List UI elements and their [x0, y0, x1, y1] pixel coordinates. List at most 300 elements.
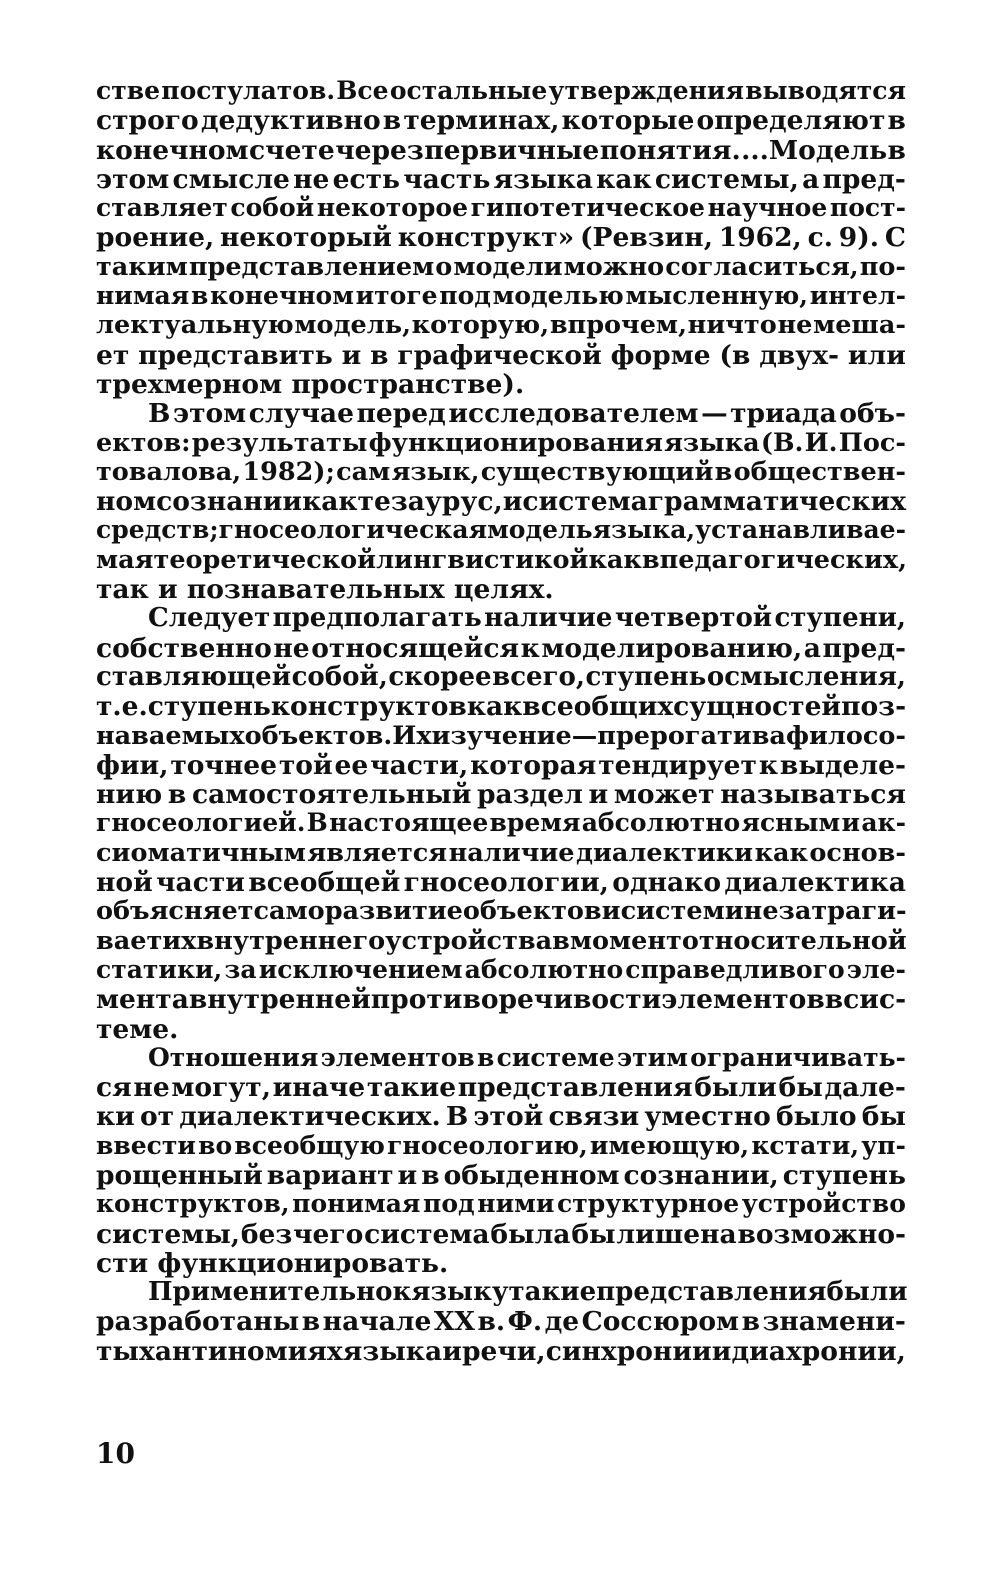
word: в: [641, 544, 660, 575]
text-line-content: [96, 135, 906, 166]
text-line: [96, 926, 906, 955]
word: и: [711, 1335, 732, 1367]
text-line-content: [96, 1101, 906, 1132]
page-number: 10: [96, 1437, 135, 1470]
word: конструктов,: [96, 1189, 290, 1219]
word: ясным: [741, 808, 841, 838]
word: в: [887, 105, 906, 137]
text-line-content: [96, 867, 906, 898]
word: рощенный: [96, 1159, 263, 1191]
word: Соссюром: [581, 1306, 740, 1338]
text-line-content: [96, 691, 906, 722]
word: устанавливае-: [695, 515, 906, 545]
text-line-content: [96, 1219, 906, 1250]
word: пред-: [822, 163, 906, 195]
word: 1982);: [242, 456, 335, 487]
word: противоречивости: [370, 984, 662, 1016]
word: мысленную,: [625, 281, 809, 311]
word: обыденном: [443, 1159, 620, 1191]
word: роение,: [96, 222, 215, 254]
word: исключением: [258, 954, 463, 984]
word: понимая: [292, 1189, 421, 1219]
word: бы: [571, 1218, 616, 1250]
word: связи: [548, 1101, 640, 1133]
word: Пос-: [838, 427, 906, 458]
word: была: [490, 1218, 571, 1250]
word: дале-: [824, 1072, 906, 1104]
word: чего: [293, 1218, 364, 1250]
word: (Ревзин,: [580, 222, 713, 254]
word: в: [301, 1306, 321, 1338]
word: а: [802, 163, 820, 195]
word: скорее: [388, 661, 492, 692]
word: В: [445, 1101, 469, 1133]
word: как: [302, 486, 358, 518]
word: ее: [334, 749, 369, 781]
word: антиномиях: [154, 1335, 343, 1367]
word: к: [758, 749, 779, 781]
text-line-content: так и познавательных целях.: [96, 574, 554, 606]
word: под: [439, 281, 491, 311]
word: предполагать: [272, 603, 482, 634]
text-line: [96, 428, 906, 457]
word: относительной: [681, 925, 907, 956]
word: выделе-: [779, 749, 906, 781]
word: уместно: [644, 1101, 771, 1133]
text-line-content: сти функционировать.: [96, 1247, 449, 1279]
word: строго: [96, 105, 199, 137]
word: двух-: [759, 339, 840, 371]
text-line: [96, 662, 906, 691]
text-line: [96, 1131, 906, 1160]
text-line-content: [96, 721, 906, 751]
word: 1962,: [718, 222, 802, 254]
word: ном: [96, 486, 157, 518]
body-text: [96, 76, 906, 1365]
text-line: [96, 310, 906, 339]
word: тезаурус,: [357, 486, 503, 518]
word: языка,: [592, 515, 696, 545]
word: прерогатива: [597, 720, 786, 751]
word: и: [724, 896, 744, 927]
word: утверждения: [548, 76, 744, 105]
word: их: [162, 925, 197, 956]
word: изучение: [431, 720, 572, 751]
word: первичные: [424, 134, 600, 166]
word: педагогических,: [659, 544, 907, 575]
text-line-content: [96, 193, 906, 222]
word: является: [307, 837, 448, 868]
text-line-content: [96, 808, 906, 837]
text-line: [96, 1219, 906, 1248]
word: лектуальную: [96, 310, 294, 341]
text-line: [96, 633, 906, 662]
text-line-content: [96, 1160, 906, 1191]
text-line: [96, 1306, 906, 1338]
word: осмысления,: [706, 661, 906, 692]
word: время: [489, 808, 581, 838]
word: языка: [493, 163, 593, 195]
word: и: [588, 779, 609, 811]
word: функционирования: [368, 427, 663, 458]
word: в.: [477, 1306, 506, 1338]
text-line-content: [96, 222, 906, 253]
word: этом: [96, 163, 170, 195]
word: диалектических.: [179, 1101, 441, 1133]
word: ввести: [96, 1130, 196, 1160]
word: выводятся: [745, 76, 906, 105]
word: сиоматичным: [96, 837, 306, 868]
text-line-content: [96, 105, 906, 136]
word: и: [442, 1335, 462, 1367]
word: объектов: [462, 896, 602, 927]
word: конструкт»: [397, 222, 575, 254]
word: Применительно: [148, 1277, 393, 1308]
word: всего,: [492, 661, 585, 692]
word: системы,: [96, 1218, 241, 1250]
text-line: [96, 76, 906, 105]
text-line: [96, 340, 906, 369]
word: вариант: [266, 1159, 394, 1191]
word: в: [382, 105, 402, 137]
word: возможно-: [737, 1218, 906, 1250]
word: за: [224, 954, 257, 984]
word: четвертой: [614, 603, 773, 634]
word: называться: [720, 779, 906, 811]
word: представления: [457, 1072, 693, 1104]
word: однако: [612, 867, 721, 899]
word: диалектика: [724, 867, 906, 899]
word: гносеологическая: [218, 515, 488, 545]
word: не: [743, 896, 779, 927]
word: всеобщую: [234, 1130, 385, 1160]
word: всеобщих: [522, 691, 674, 723]
word: обществен-: [733, 456, 906, 487]
word: 9).: [838, 222, 879, 254]
word: товалова,: [96, 456, 242, 487]
word: е.: [121, 691, 148, 723]
text-line: [96, 515, 906, 544]
word: модель: [487, 515, 593, 545]
word: в: [824, 984, 844, 1016]
word: языка: [342, 1335, 443, 1367]
text-line-content: [96, 428, 906, 458]
word: абсолютно: [581, 808, 741, 838]
text-line: [96, 457, 906, 486]
word: уп-: [861, 1130, 906, 1160]
text-line-content: [96, 252, 906, 282]
word: пост-: [829, 193, 906, 223]
text-line-content: [96, 926, 906, 956]
word: относящейся: [311, 632, 520, 664]
word: или: [847, 339, 906, 371]
word: конструктов: [270, 691, 467, 723]
word: элементов: [320, 1042, 475, 1072]
word: нимая: [96, 281, 190, 311]
text-line-content: [96, 1189, 906, 1218]
word: той: [278, 749, 333, 781]
word: устройство: [741, 1189, 906, 1219]
text-line-content: [96, 984, 906, 1015]
word: стве: [96, 76, 160, 105]
word: эле-: [846, 954, 906, 984]
text-line: [96, 838, 906, 867]
text-line: [96, 750, 906, 779]
word: фии,: [96, 749, 169, 781]
word: внутренней: [188, 984, 371, 1016]
text-line-content: [96, 281, 906, 310]
text-line: [96, 984, 907, 1016]
text-line: [96, 486, 907, 518]
word: развитие: [324, 896, 463, 927]
word: научное: [707, 193, 828, 223]
word: наличие: [484, 603, 613, 634]
word: как: [754, 837, 808, 868]
text-line-content: [96, 310, 906, 340]
word: настоящее: [329, 808, 489, 838]
word: такие: [366, 1072, 457, 1104]
word: языку: [411, 1277, 509, 1308]
text-line: [96, 1277, 906, 1306]
word: могут,: [171, 1072, 271, 1104]
word: и: [601, 896, 621, 927]
word: основ-: [809, 837, 906, 868]
text-line: [96, 164, 906, 193]
word: В: [148, 398, 171, 430]
word: таким: [96, 251, 188, 282]
word: есть: [332, 163, 400, 195]
word: кстати,: [751, 1130, 860, 1160]
word: которая: [470, 749, 597, 781]
text-line: [96, 105, 906, 137]
word: мая: [96, 544, 154, 575]
word: в: [190, 281, 209, 311]
word: и: [841, 808, 861, 838]
word: ограничивать-: [690, 1042, 906, 1072]
word: нию: [96, 779, 163, 811]
word: статики,: [96, 954, 223, 984]
text-line-content: [96, 838, 906, 868]
word: ступень: [585, 661, 707, 692]
word: точнее: [170, 749, 277, 781]
word: речи,: [461, 1335, 546, 1367]
word: самостоятельный: [191, 779, 472, 811]
word: ак-: [861, 808, 906, 838]
word: Все: [336, 76, 389, 105]
word: диалектики: [576, 837, 754, 868]
word: под: [423, 1189, 475, 1219]
word: гносеологии,: [403, 867, 609, 899]
word: модель,: [294, 310, 411, 341]
word: может: [613, 779, 715, 811]
word: бы: [861, 1101, 906, 1133]
text-line-content: теме.: [96, 1013, 179, 1045]
word: собственно: [96, 632, 272, 664]
word: начале: [322, 1306, 432, 1338]
text-line-content: [96, 779, 906, 810]
word: И.: [804, 427, 838, 458]
word: итоге: [355, 281, 438, 311]
word: ничто: [687, 310, 777, 341]
word: тых: [96, 1335, 155, 1367]
text-line-content: [96, 955, 906, 984]
word: определяют: [696, 105, 886, 137]
word: наличие: [448, 837, 575, 868]
text-line-content: [148, 398, 906, 429]
word: моделированию,: [541, 632, 803, 664]
word: ступени,: [774, 603, 906, 634]
word: существующий: [480, 456, 714, 487]
text-line-content: [96, 457, 906, 487]
word: де: [544, 1306, 580, 1338]
word: исследователем: [448, 398, 699, 430]
word: поз-: [841, 691, 907, 723]
text-line: [96, 896, 906, 925]
word: моделью: [492, 281, 624, 311]
word: не: [273, 632, 310, 664]
text-line-content: [148, 1043, 906, 1072]
text-line: [96, 1043, 906, 1072]
text-line: [96, 721, 906, 750]
word: можно: [563, 251, 665, 282]
word: было: [775, 1101, 857, 1133]
word: впрочем,: [549, 310, 687, 341]
text-line: [96, 135, 906, 164]
word: абсолютно: [464, 954, 624, 984]
word: интел-: [809, 281, 906, 311]
word: затраги-: [778, 896, 907, 927]
text-line: [96, 691, 907, 723]
word: внутреннего: [196, 925, 386, 956]
word: лингвистикой: [376, 544, 589, 575]
word: в: [714, 456, 733, 487]
word: ними: [477, 1189, 555, 1219]
word: не: [133, 1072, 170, 1104]
word: от: [139, 1101, 175, 1133]
word: имеющую,: [589, 1130, 750, 1160]
word: такие: [508, 1277, 597, 1308]
word: ектов:: [96, 427, 191, 458]
word: триада: [730, 398, 837, 430]
word: системы,: [654, 163, 799, 195]
word: всеобщей: [248, 867, 401, 899]
text-line: [96, 779, 906, 811]
text-line: [96, 1160, 906, 1189]
word: в: [167, 779, 187, 811]
word: графической: [397, 339, 602, 371]
word: представлением: [188, 251, 435, 282]
word: этом: [172, 398, 247, 430]
word: представить: [138, 339, 333, 371]
word: система: [522, 486, 648, 518]
word: в: [887, 134, 906, 166]
word: части,: [370, 749, 469, 781]
word: система: [364, 1218, 490, 1250]
word: к: [392, 1277, 412, 1308]
text-line: [96, 545, 906, 574]
text-line: [96, 1248, 906, 1277]
text-line-content: [148, 1277, 906, 1307]
text-line: [96, 369, 906, 398]
word: которую,: [411, 310, 550, 341]
text-line-content: [96, 164, 906, 195]
text-line-content: [96, 340, 906, 371]
word: и: [341, 339, 362, 371]
word: ки: [96, 1101, 135, 1133]
word: ступень: [782, 1159, 906, 1191]
text-line-content: [96, 515, 906, 544]
word: (в: [719, 339, 751, 371]
word: XX: [433, 1306, 475, 1338]
word: как: [588, 544, 642, 575]
word: мента: [96, 984, 189, 1016]
word: системе: [496, 1042, 615, 1072]
text-line-content: [96, 545, 906, 575]
text-line: [96, 222, 906, 254]
word: ся: [96, 1072, 132, 1104]
text-line: [96, 1101, 906, 1133]
word: ной: [96, 867, 153, 899]
word: постулатов.: [161, 76, 336, 105]
word: бы: [778, 1072, 823, 1104]
word: модели: [453, 251, 563, 282]
word: средств;: [96, 515, 219, 545]
word: тендирует: [598, 749, 757, 781]
word: остальные: [389, 76, 548, 105]
word: о: [435, 251, 453, 282]
word: грамматических: [647, 486, 907, 518]
word: перед: [356, 398, 446, 430]
word: ступень: [147, 691, 271, 723]
text-line: [96, 574, 906, 606]
word: справедливого: [625, 954, 845, 984]
word: сознании,: [623, 1159, 779, 1191]
word: пред-: [822, 632, 906, 664]
word: сис-: [843, 984, 907, 1016]
word: были: [826, 1277, 908, 1308]
text-line: [96, 252, 906, 281]
word: терминах,: [403, 105, 560, 137]
word: смысле: [172, 163, 290, 195]
word: в: [477, 1042, 495, 1072]
word: конечном: [96, 134, 249, 166]
word: в: [421, 1159, 440, 1191]
word: Следует: [148, 603, 271, 634]
word: язык,: [391, 456, 480, 487]
text-line-content: [96, 1306, 906, 1337]
word: раздел: [477, 779, 583, 811]
word: в: [370, 339, 389, 371]
word: представления: [596, 1277, 827, 1308]
word: не: [777, 310, 813, 341]
word: объектов.: [244, 720, 393, 751]
word: ет: [96, 339, 130, 371]
word: в: [741, 1306, 760, 1338]
word: согласиться,: [665, 251, 859, 282]
word: сущностей: [673, 691, 842, 723]
word: гносеологию,: [387, 1130, 588, 1160]
word: Их: [392, 720, 432, 751]
word: некоторый: [220, 222, 392, 254]
word: В: [306, 808, 328, 838]
word: С: [884, 222, 906, 254]
text-line: [96, 398, 906, 430]
word: диахронии,: [731, 1335, 906, 1367]
word: систем: [620, 896, 725, 927]
word: собой,: [291, 661, 388, 692]
text-line-content: [148, 603, 906, 633]
word: Отношения: [148, 1042, 319, 1072]
